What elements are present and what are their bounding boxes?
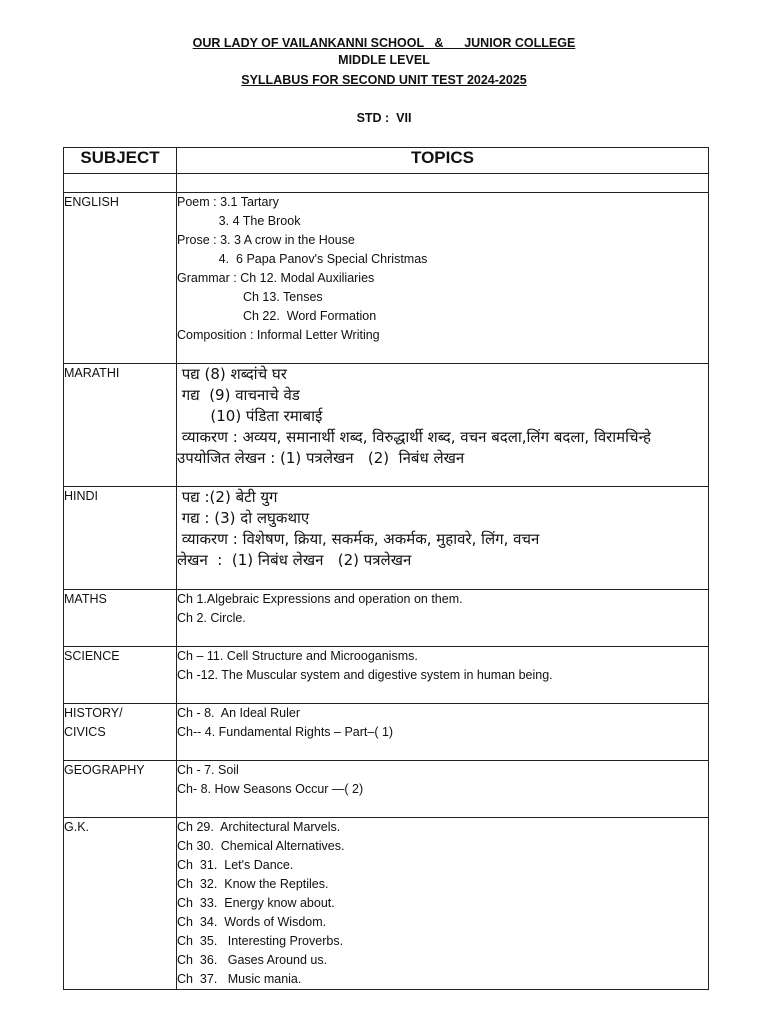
subject-cell — [64, 364, 177, 487]
topic-line: Ch 31. Let's Dance. — [177, 858, 294, 872]
subject-name: SCIENCE — [64, 649, 120, 663]
topic-line: Ch 30. Chemical Alternatives. — [177, 839, 345, 853]
topic-line: Ch 29. Architectural Marvels. — [177, 820, 341, 834]
subject-cell — [64, 704, 177, 761]
topic-line: गद्य (9) वाचनाचे वेड — [177, 386, 300, 404]
topic-line: 3. 4 The Brook — [177, 214, 301, 228]
topic-line: Ch 32. Know the Reptiles. — [177, 877, 329, 891]
topic-line: Ch 1.Algebraic Expressions and operation on them. — [177, 592, 463, 606]
topic-line: Ch 22. Word Formation — [177, 309, 377, 323]
empty-cell — [64, 174, 177, 193]
topics-cell — [177, 761, 709, 818]
subject-name: CIVICS — [64, 725, 106, 739]
topic-line: Ch – 11. Cell Structure and Microoganisms. — [177, 649, 418, 663]
subject-name: HISTORY/ — [64, 706, 123, 720]
table-row — [64, 590, 709, 647]
topics-cell — [177, 590, 709, 647]
subject-column-header: SUBJECT — [64, 148, 177, 174]
topics-cell — [177, 818, 709, 990]
topic-line: Composition : Informal Letter Writing — [177, 328, 380, 342]
subject-cell — [64, 487, 177, 590]
table-row — [64, 761, 709, 818]
topic-line: Ch - 7. Soil — [177, 763, 239, 777]
topic-line: व्याकरण : विशेषण, क्रिया, सकर्मक, अकर्मक, मुहावरे, लिंग, वचन — [177, 530, 540, 548]
topic-line: पद्य (8) शब्दांचे घर — [177, 365, 287, 383]
empty-cell — [177, 174, 709, 193]
topic-line: Grammar : Ch 12. Modal Auxiliaries — [177, 271, 375, 285]
table-row — [64, 193, 709, 364]
table-row — [64, 487, 709, 590]
topic-line: Ch 34. Words of Wisdom. — [177, 915, 327, 929]
topic-line: Ch 13. Tenses — [177, 290, 323, 304]
subject-name: ENGLISH — [64, 195, 119, 209]
topic-line: लेखन : (1) निबंध लेखन (2) पत्रलेखन — [177, 551, 412, 569]
table-row — [64, 704, 709, 761]
table-row — [64, 364, 709, 487]
topic-line: Ch 36. Gases Around us. — [177, 953, 328, 967]
topic-line: गद्य : (3) दो लघुकथाए — [177, 509, 310, 527]
topic-line: Ch 2. Circle. — [177, 611, 246, 625]
topic-line: उपयोजित लेखन : (1) पत्रलेखन (2) निबंध लेखन — [177, 449, 465, 467]
topics-cell — [177, 647, 709, 704]
topics-cell — [177, 193, 709, 364]
subject-cell — [64, 818, 177, 990]
subject-name: MATHS — [64, 592, 107, 606]
subject-name: GEOGRAPHY — [64, 763, 145, 777]
subject-cell — [64, 590, 177, 647]
table-row — [64, 647, 709, 704]
syllabus-title: SYLLABUS FOR SECOND UNIT TEST 2024-2025 — [241, 73, 527, 87]
table-row — [64, 818, 709, 990]
topics-column-header: TOPICS — [177, 148, 709, 174]
topic-line: Ch -12. The Muscular system and digestive system in human being. — [177, 668, 553, 682]
school-name: OUR LADY OF VAILANKANNI SCHOOL & JUNIOR COLLEGE — [192, 36, 576, 50]
topics-cell — [177, 704, 709, 761]
topic-line: Poem : 3.1 Tartary — [177, 195, 279, 209]
topic-line: Ch 35. Interesting Proverbs. — [177, 934, 344, 948]
topic-line: पद्य :(2) बेटी युग — [177, 488, 278, 506]
subject-name: G.K. — [64, 820, 90, 834]
std-label: STD : VII — [356, 111, 412, 125]
topics-cell — [177, 364, 709, 487]
topic-line: Ch 37. Music mania. — [177, 972, 302, 986]
subject-cell — [64, 193, 177, 364]
topics-cell — [177, 487, 709, 590]
topic-line: Ch-- 4. Fundamental Rights – Part–( 1) — [177, 725, 394, 739]
syllabus-table — [63, 147, 709, 990]
subject-name: MARATHI — [64, 366, 120, 380]
topic-line: व्याकरण : अव्यय, समानार्थी शब्द, विरुद्धार्थी शब्द, वचन बदला,लिंग बदला, विरामचिन्हे — [177, 428, 652, 446]
topic-line: 4. 6 Papa Panov's Special Christmas — [177, 252, 428, 266]
topic-line: (10) पंडिता रमाबाई — [177, 407, 323, 425]
topic-line: Ch - 8. An Ideal Ruler — [177, 706, 300, 720]
topic-line: Prose : 3. 3 A crow in the House — [177, 233, 355, 247]
subject-cell — [64, 647, 177, 704]
subject-name: HINDI — [64, 489, 99, 503]
topic-line: Ch- 8. How Seasons Occur —( 2) — [177, 782, 364, 796]
subject-cell — [64, 761, 177, 818]
topic-line: Ch 33. Energy know about. — [177, 896, 335, 910]
level-heading: MIDDLE LEVEL — [338, 53, 430, 67]
